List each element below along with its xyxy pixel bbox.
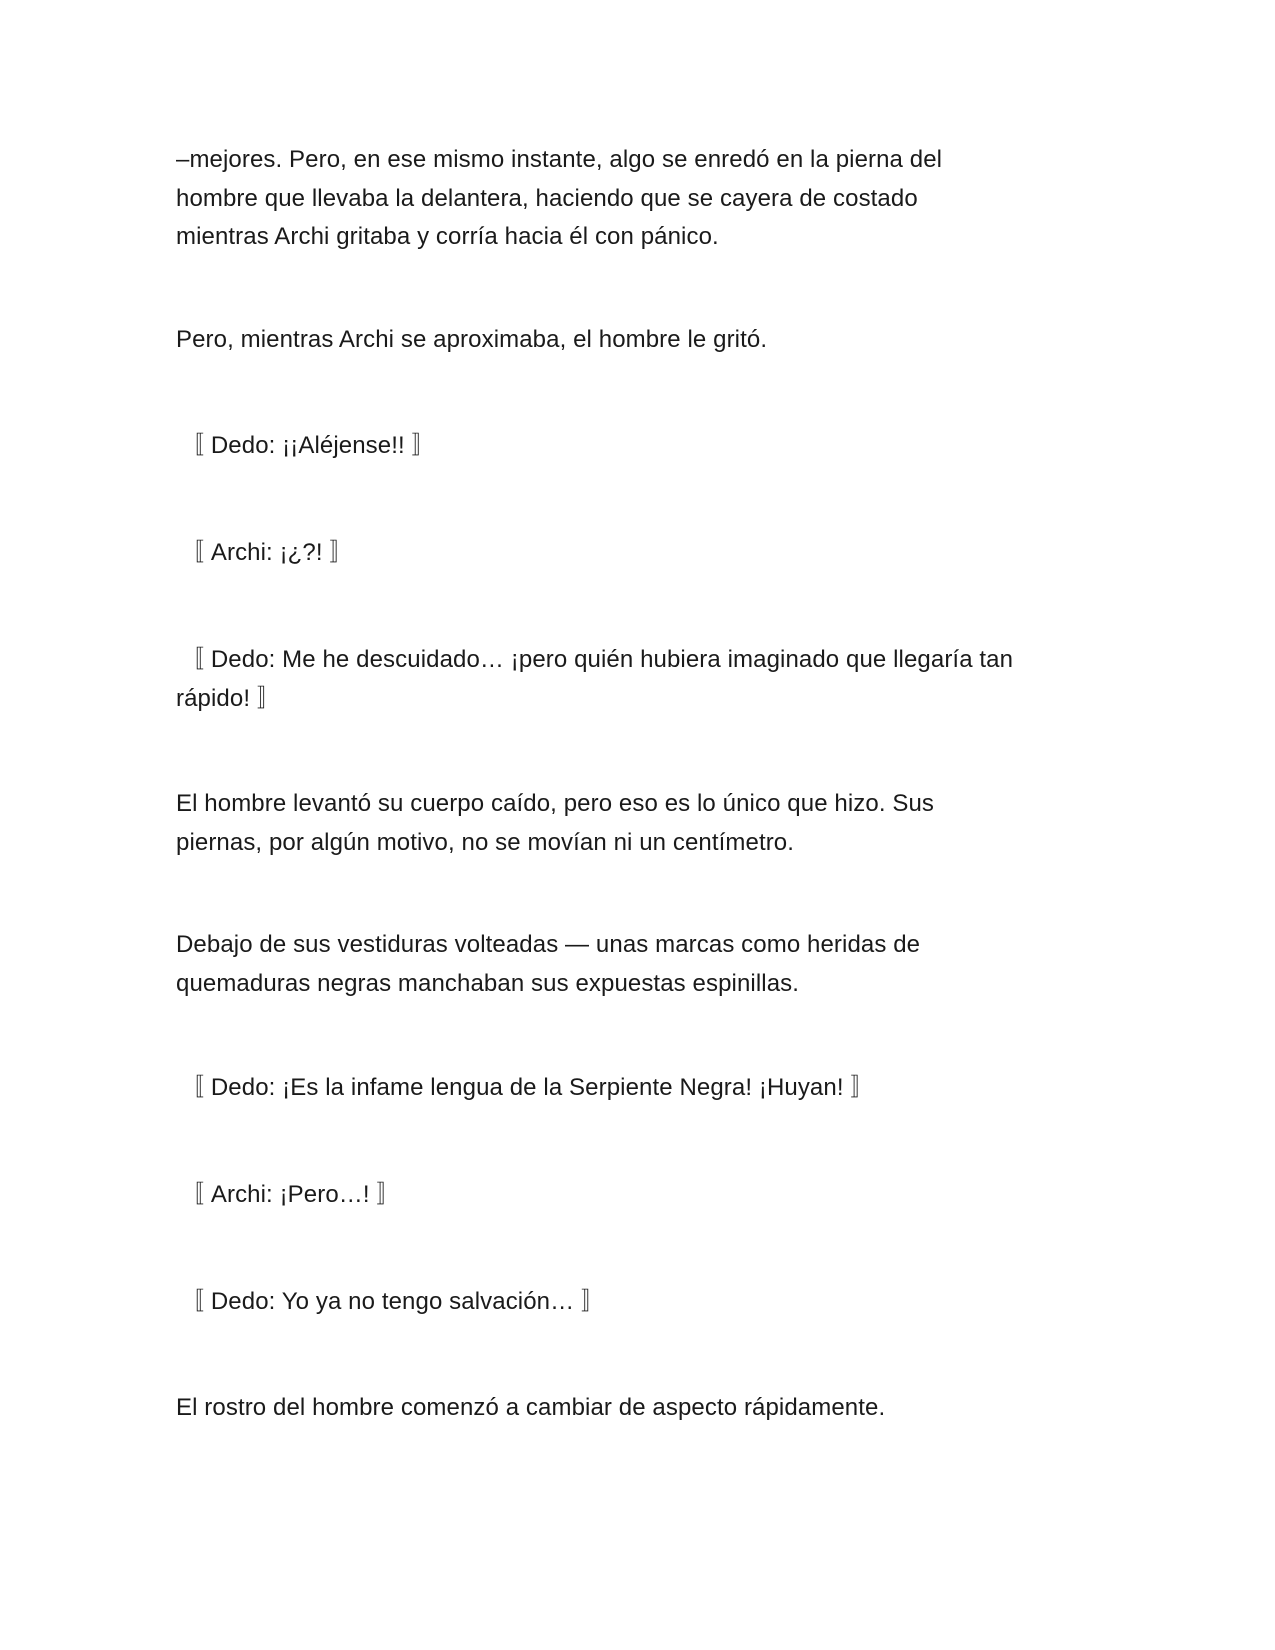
- paragraph-line: –mejores. Pero, en ese mismo instante, algo se enredó en la pierna del: [176, 146, 943, 173]
- paragraph-line: hombre que llevaba la delantera, haciendo que se cayera de costado: [176, 184, 918, 212]
- dialogue-text: 〚 Dedo: ¡Es la infame lengua de la Serpiente Negra! ¡Huyan! 〛: [180, 1074, 875, 1101]
- dialogue-line-dedo-4: [180, 1283, 1100, 1322]
- dialogue-text: 〚 Archi: ¡Pero…! 〛: [180, 1181, 401, 1208]
- paragraph-4: [176, 926, 1096, 1003]
- dialogue-line-dedo-3: [180, 1069, 1100, 1108]
- paragraph-line: El hombre levantó su cuerpo caído, pero eso es lo único que hizo. Sus: [176, 790, 935, 817]
- paragraph-line: Debajo de sus vestiduras volteadas — unas marcas como heridas de: [176, 931, 921, 958]
- paragraph-3: [176, 785, 1096, 862]
- dialogue-line-dedo-2: [176, 641, 1096, 718]
- dialogue-line-archi-1: [180, 534, 1100, 573]
- dialogue-text: 〚 Dedo: Yo ya no tengo salvación… 〛: [180, 1288, 606, 1315]
- dialogue-text: rápido! 〛: [176, 684, 281, 712]
- paragraph-2: [176, 321, 1096, 360]
- dialogue-line-dedo-1: [180, 427, 1100, 466]
- dialogue-text: 〚 Archi: ¡¿?! 〛: [180, 539, 354, 566]
- paragraph-5: [176, 1389, 1096, 1428]
- paragraph-line: mientras Archi gritaba y corría hacia él con pánico.: [176, 223, 719, 250]
- dialogue-text: 〚 Dedo: Me he descuidado… ¡pero quién hubiera imaginado que llegaría tan: [180, 646, 1014, 673]
- paragraph-1: [176, 141, 1096, 257]
- paragraph-line: El rostro del hombre comenzó a cambiar de aspecto rápidamente.: [176, 1394, 886, 1421]
- paragraph-line: quemaduras negras manchaban sus expuestas espinillas.: [176, 969, 800, 997]
- paragraph-line: Pero, mientras Archi se aproximaba, el hombre le gritó.: [176, 326, 768, 353]
- dialogue-line-archi-2: [180, 1176, 1100, 1215]
- dialogue-text: 〚 Dedo: ¡¡Aléjense!! 〛: [180, 432, 436, 459]
- paragraph-line: piernas, por algún motivo, no se movían ni un centímetro.: [176, 828, 795, 856]
